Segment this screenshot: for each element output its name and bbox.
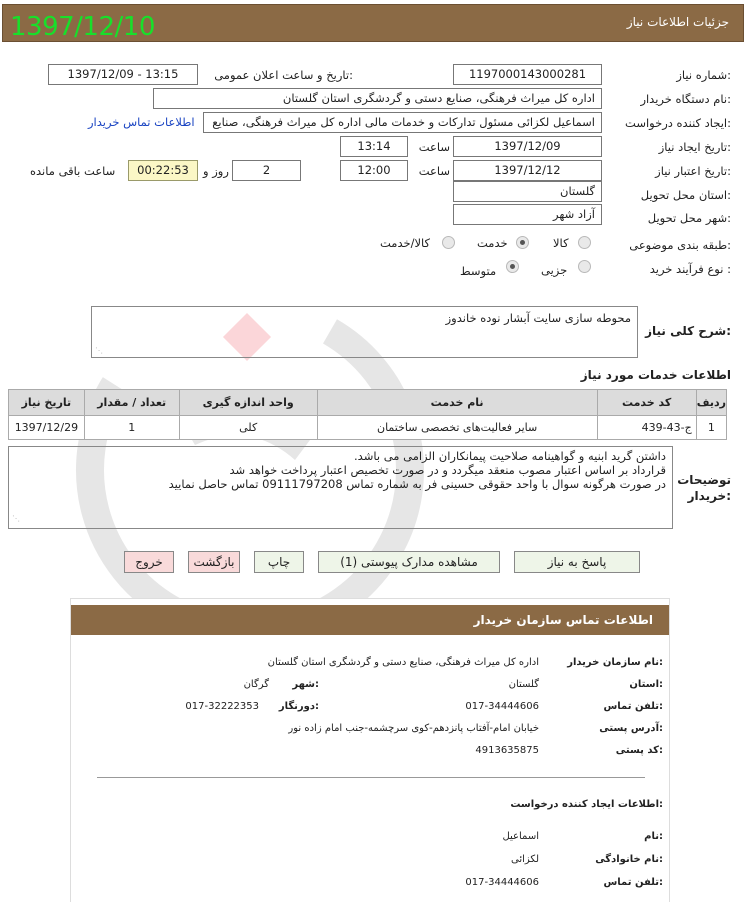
purchase-radio-minor[interactable] — [578, 260, 591, 273]
category-option-goods-service: کالا/خدمت — [380, 236, 431, 250]
col-service-name: نام خدمت — [317, 390, 597, 416]
buyer-notes-label: توضیحات خریدار: — [677, 473, 731, 503]
category-label: طبقه بندی موضوعی: — [629, 238, 731, 252]
card-postal-value: 4913635875 — [475, 745, 539, 756]
notes-line-2: قرارداد بر اساس اعتبار مصوب منعقد میگردد و در صورت تخصیص اعتبار پرداخت خواهد شد — [229, 463, 666, 477]
cell-need-date: 1397/12/29 — [9, 416, 85, 440]
cell-row: 1 — [696, 416, 726, 440]
days-field: 2 — [232, 160, 301, 181]
card-creator-phone-value: 017-34444606 — [465, 877, 539, 888]
description-label: شرح کلی نیاز: — [645, 324, 731, 338]
days-label: روز و — [203, 164, 229, 178]
validity-date-field: 1397/12/12 — [453, 160, 602, 181]
created-time-label: ساعت — [418, 140, 450, 154]
province-field: گلستان — [453, 181, 602, 202]
notes-line-1: داشتن گرید ابنیه و گواهینامه صلاحیت پیمانکاران الزامی می باشد. — [354, 449, 666, 463]
description-textarea[interactable] — [91, 306, 638, 358]
city-label: شهر محل تحویل: — [647, 211, 731, 225]
col-need-date: تاریخ نیاز — [9, 390, 85, 416]
resize-handle-icon: ⋰ — [95, 346, 103, 355]
category-radio-goods[interactable] — [578, 236, 591, 249]
created-date-label: تاریخ ایجاد نیاز: — [658, 140, 731, 154]
back-button[interactable]: بازگشت — [188, 551, 240, 573]
col-service-code: کد خدمت — [597, 390, 696, 416]
buyer-contact-link[interactable]: اطلاعات تماس خریدار — [88, 115, 195, 129]
attachments-button[interactable]: مشاهده مدارک پیوستی (1) — [318, 551, 500, 573]
exit-button[interactable]: خروج — [124, 551, 174, 573]
created-date-field: 1397/12/09 — [453, 136, 602, 157]
cell-service-code: ج-43-439 — [597, 416, 696, 440]
validity-time-label: ساعت — [418, 164, 450, 178]
card-name-label: نام: — [644, 831, 663, 842]
created-time-field: 13:14 — [340, 136, 408, 157]
col-row: ردیف — [696, 390, 726, 416]
category-radio-goods-service[interactable] — [442, 236, 455, 249]
creator-section-title: اطلاعات ایجاد کننده درخواست: — [510, 799, 663, 810]
cell-qty: 1 — [84, 416, 179, 440]
card-postal-label: کد پستی: — [615, 745, 663, 756]
remaining-label: ساعت باقی مانده — [30, 164, 116, 178]
card-address-label: آدرس پستی: — [599, 723, 663, 734]
org-value: اداره کل میراث فرهنگی، صنایع دستی و گردشگری استان گلستان — [267, 657, 539, 668]
purchase-option-minor: جزیی — [541, 263, 568, 277]
card-province-value: گلستان — [508, 679, 539, 690]
card-family-value: لکزائی — [511, 854, 539, 865]
need-number-label: شماره نیاز: — [676, 68, 731, 82]
col-unit: واحد اندازه گیری — [179, 390, 317, 416]
card-phone-label: تلفن تماس: — [603, 701, 663, 712]
contact-card-header — [71, 605, 669, 635]
category-option-goods: کالا — [553, 236, 569, 250]
province-label: استان محل تحویل: — [640, 188, 731, 202]
cell-unit: کلی — [179, 416, 317, 440]
org-label: نام سازمان خریدار: — [567, 657, 663, 668]
remaining-time-field: 00:22:53 — [128, 160, 198, 181]
card-family-label: نام خانوادگی: — [595, 854, 663, 865]
notes-line-3: در صورت هرگونه سوال با واحد حقوقی حسینی فر به شماره تماس 09111797208 تماس حاصل نمایید — [168, 477, 666, 491]
contact-card — [70, 598, 670, 902]
category-radio-service[interactable] — [516, 236, 529, 249]
creator-field: اسماعیل لکزائی مسئول تدارکات و خدمات مالی اداره کل میراث فرهنگی، صنایع — [203, 112, 602, 133]
buyer-field: اداره کل میراث فرهنگی، صنایع دستی و گردشگری استان گلستان — [153, 88, 602, 109]
card-fax-label: دورنگار: — [278, 701, 319, 712]
print-button[interactable]: چاپ — [254, 551, 304, 573]
card-creator-phone-label: تلفن تماس: — [603, 877, 663, 888]
services-section-title: اطلاعات خدمات مورد نیاز — [580, 368, 731, 382]
card-name-value: اسماعیل — [502, 831, 539, 842]
card-city-label: شهر: — [292, 679, 319, 690]
creator-label: ایجاد کننده درخواست: — [625, 116, 731, 130]
description-text: محوطه سازی سایت آبشار نوده خاندوز — [445, 311, 631, 325]
buyer-label: نام دستگاه خریدار: — [640, 92, 731, 106]
purchase-type-label: نوع فرآیند خرید : — [649, 262, 731, 276]
contact-card-title: اطلاعات تماس سازمان خریدار — [473, 613, 653, 627]
date-stamp: 1397/12/10 — [10, 12, 155, 42]
category-option-service: خدمت — [477, 236, 508, 250]
validity-time-field: 12:00 — [340, 160, 408, 181]
card-divider — [97, 777, 645, 778]
card-phone-value: 017-34444606 — [465, 701, 539, 712]
card-address-value: خیابان امام-آفتاب پانزدهم-کوی سرچشمه-جنب امام زاده نور — [288, 723, 539, 734]
resize-handle-icon: ⋰ — [12, 514, 20, 523]
purchase-radio-medium[interactable] — [506, 260, 519, 273]
services-header-row — [9, 390, 727, 416]
col-qty: تعداد / مقدار — [84, 390, 179, 416]
table-row — [9, 416, 727, 440]
city-field: آزاد شهر — [453, 204, 602, 225]
buyer-notes-textarea[interactable] — [8, 446, 673, 529]
need-number-field: 1197000143000281 — [453, 64, 602, 85]
card-province-label: استان: — [629, 679, 663, 690]
validity-label: تاریخ اعتبار نیاز: — [655, 164, 731, 178]
purchase-option-medium: متوسط — [460, 264, 497, 278]
card-fax-value: 017-32222353 — [185, 701, 259, 712]
cell-service-name: سایر فعالیت‌های تخصصی ساختمان — [317, 416, 597, 440]
reply-button[interactable]: پاسخ به نیاز — [514, 551, 640, 573]
page-title: جزئیات اطلاعات نیاز — [626, 15, 729, 29]
announce-label: تاریخ و ساعت اعلان عمومی: — [214, 68, 353, 82]
announce-field: 1397/12/09 - 13:15 — [48, 64, 198, 85]
services-table — [8, 389, 727, 440]
card-city-value: گرگان — [243, 679, 269, 690]
